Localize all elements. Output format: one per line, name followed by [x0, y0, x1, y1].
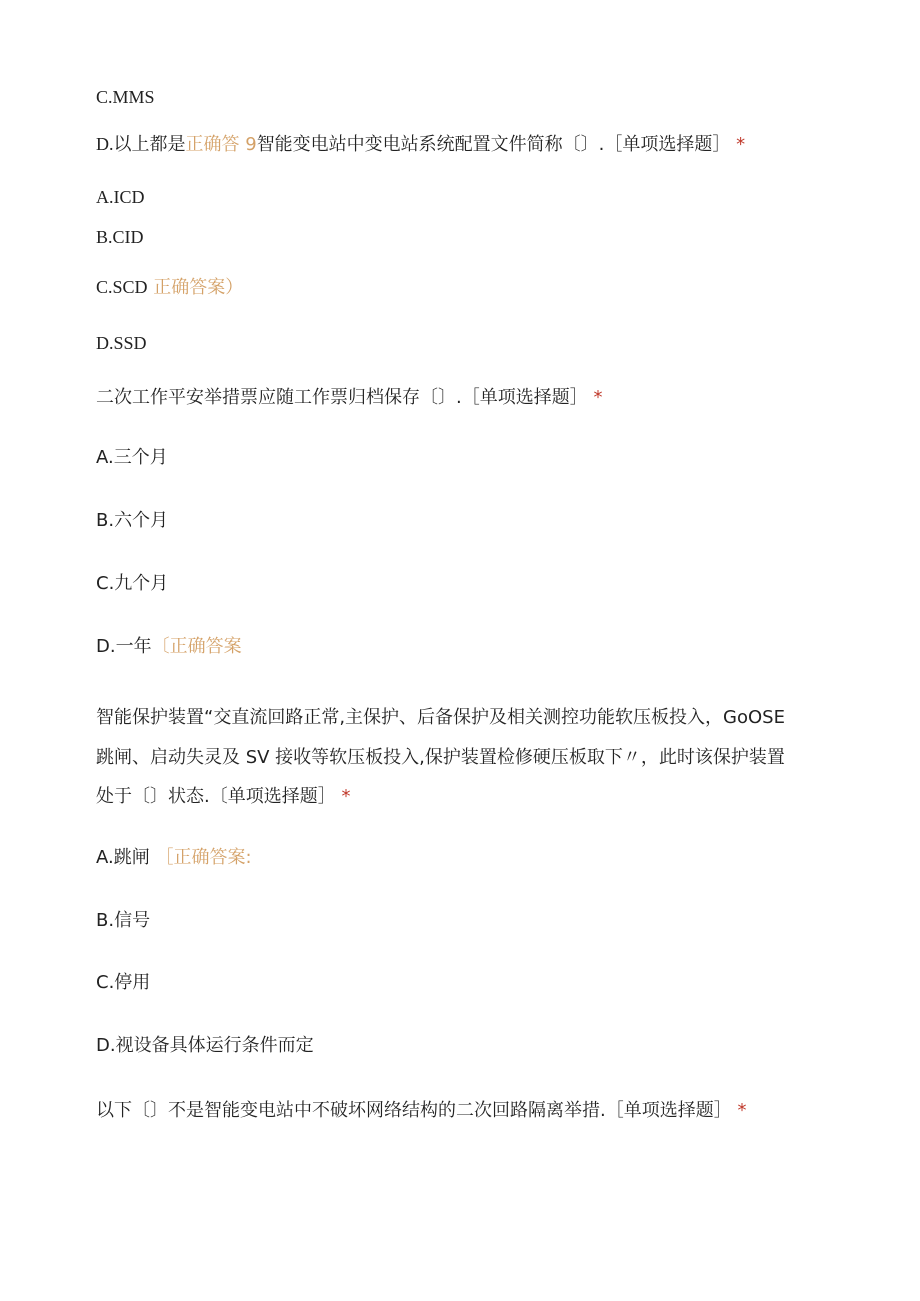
line-text: D.一年 — [96, 636, 152, 657]
option-b-cid — [96, 225, 144, 249]
option-c-disabled — [96, 971, 150, 995]
correct-answer-mark: 〔正确答案 — [151, 636, 242, 657]
line-text: C.MMS — [96, 87, 155, 107]
option-c-scd — [96, 275, 243, 300]
correct-answer-mark: 正确答 9 — [185, 134, 257, 155]
option-d-depends — [96, 1034, 314, 1058]
question-isolation — [96, 1099, 746, 1123]
line-text: A.跳闸 — [96, 847, 150, 868]
line-text: B.CID — [96, 227, 144, 247]
required-asterisk: * — [341, 786, 351, 807]
option-c-mms — [96, 85, 155, 109]
line-text: B.六个月 — [96, 510, 169, 531]
option-c-nine-months — [96, 572, 168, 596]
line-text: D.视设备具体运行条件而定 — [96, 1035, 314, 1056]
required-asterisk: * — [593, 387, 603, 408]
line-text: C.九个月 — [96, 573, 169, 594]
option-b-signal — [96, 909, 150, 933]
line-text: D.SSD — [96, 333, 147, 353]
question-text: 二次工作平安举措票应随工作票归档保存〔〕.［单项选择题］ — [96, 387, 588, 408]
question-protection-line-1 — [96, 706, 785, 730]
option-a-three-months — [96, 446, 168, 470]
option-d-all-with-next-question — [96, 132, 745, 157]
question-text: 智能变电站中变电站系统配置文件简称〔〕.［单项选择题］ — [256, 134, 731, 155]
question-protection-line-3 — [96, 785, 350, 809]
line-text: D.以上都是 — [96, 134, 186, 154]
line-text: A.三个月 — [96, 447, 168, 468]
option-d-ssd — [96, 331, 147, 355]
option-a-icd — [96, 185, 145, 209]
question-protection-line-2 — [96, 746, 785, 770]
required-asterisk: * — [736, 134, 746, 155]
line-text: A.ICD — [96, 187, 145, 207]
line-text: B.信号 — [96, 910, 151, 931]
correct-answer-mark: ［正确答案: — [155, 847, 252, 868]
line-text: C.停用 — [96, 972, 151, 993]
question-text: 以下〔〕不是智能变电站中不破坏网络结构的二次回路隔离举措.［单项选择题］ — [96, 1100, 732, 1121]
option-a-trip — [96, 846, 252, 870]
question-text: 处于〔〕状态.〔单项选择题］ — [96, 786, 336, 807]
question-text: 智能保护装置“交直流回路正常,主保护、后备保护及相关测控功能软压板投入，GoOSE — [96, 707, 785, 728]
question-text: 跳闸、启动失灵及 SV 接收等软压板投入,保护装置检修硬压板取下〃，此时该保护装置 — [96, 747, 785, 768]
question-archive — [96, 386, 602, 410]
correct-answer-mark: 正确答案） — [153, 277, 244, 298]
option-d-one-year — [96, 635, 242, 659]
line-text: C.SCD — [96, 277, 148, 297]
option-b-six-months — [96, 509, 168, 533]
required-asterisk: * — [737, 1100, 747, 1121]
